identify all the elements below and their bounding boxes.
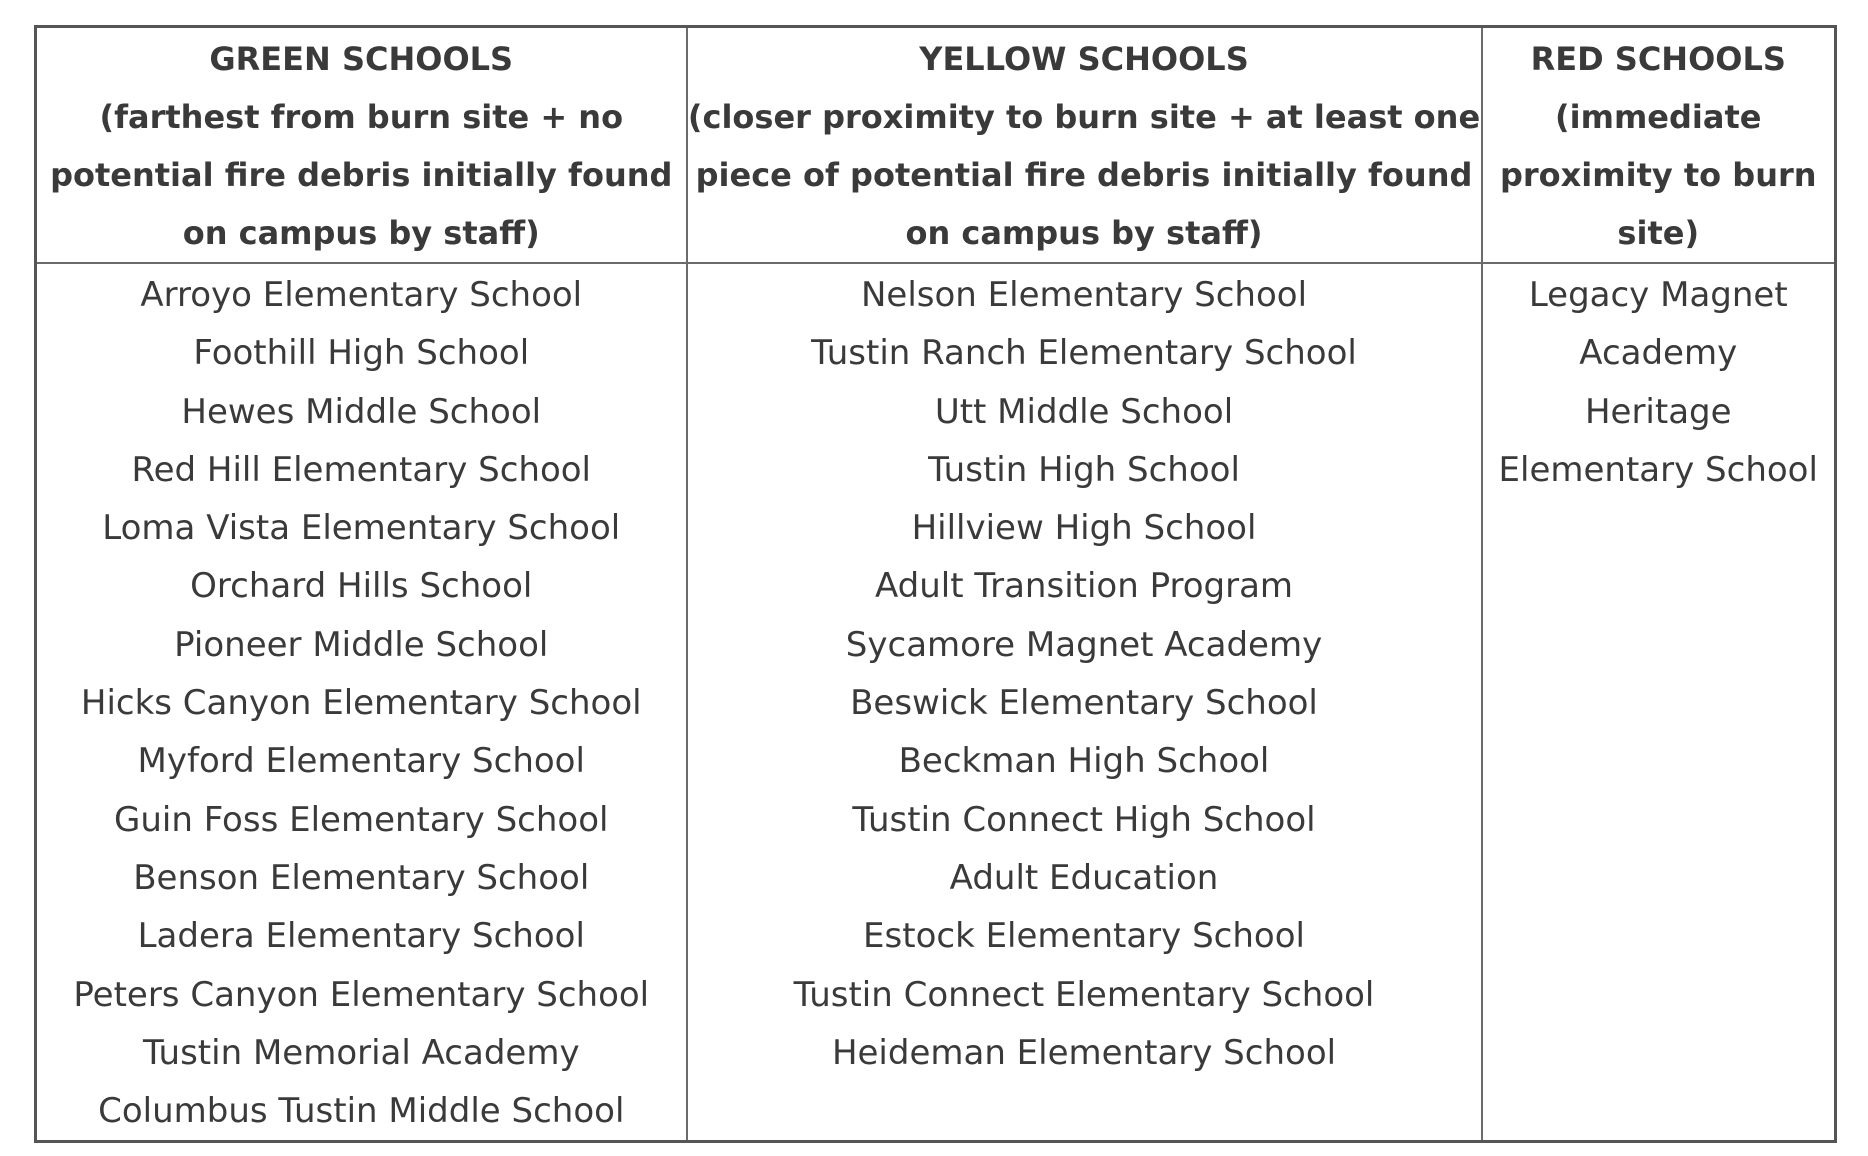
school-list-item: Arroyo Elementary School <box>140 275 583 315</box>
school-list-item: Tustin Connect Elementary School <box>793 974 1375 1015</box>
yellow-schools-title: YELLOW SCHOOLS <box>919 40 1249 78</box>
school-list-item: Tustin High School <box>928 449 1240 490</box>
header-row <box>36 27 1836 264</box>
school-list-item: Nelson Elementary School <box>860 275 1308 315</box>
school-list-item: Pioneer Middle School <box>174 624 549 665</box>
school-list-item: Hicks Canyon Elementary School <box>80 683 642 724</box>
yellow-schools-list <box>687 263 1482 1142</box>
school-list-item: Tustin Connect High School <box>852 799 1316 840</box>
school-list-item: Hillview High School <box>911 508 1257 549</box>
yellow-schools-description: (closer proximity to burn site + at least one piece of potential fire debris initially found on campus by staff) <box>687 98 1481 252</box>
school-list-item: Heideman Elementary School <box>831 1032 1337 1073</box>
school-list-item: Heritage Elementary School <box>1498 391 1818 490</box>
school-list-item: Red Hill Elementary School <box>131 449 591 490</box>
school-list-item: Tustin Memorial Academy <box>142 1032 580 1073</box>
school-list-item: Columbus Tustin Middle School <box>98 1091 625 1132</box>
school-list-item: Beswick Elementary School <box>850 683 1318 724</box>
school-list-item: Foothill High School <box>193 333 530 374</box>
green-schools-list <box>36 263 687 1142</box>
green-schools-title: GREEN SCHOOLS <box>209 40 514 78</box>
school-list-item: Adult Transition Program <box>874 566 1294 607</box>
red-schools-list <box>1482 263 1836 1142</box>
school-list-item: Legacy Magnet Academy <box>1528 275 1788 374</box>
school-list-item: Orchard Hills School <box>190 566 533 607</box>
schools-row <box>36 263 1836 1142</box>
red-schools-description: (immediate proximity to burn site) <box>1499 98 1817 252</box>
school-list-item: Hewes Middle School <box>181 391 542 432</box>
school-list-item: Guin Foss Elementary School <box>114 799 609 840</box>
school-list-item: Loma Vista Elementary School <box>102 508 621 549</box>
school-list-item: Sycamore Magnet Academy <box>845 624 1323 665</box>
school-list-item: Adult Education <box>949 857 1219 898</box>
school-list-item: Tustin Ranch Elementary School <box>811 333 1357 374</box>
green-schools-description: (farthest from burn site + no potential fire debris initially found on campus by staff) <box>50 98 673 252</box>
school-list-item: Utt Middle School <box>934 391 1234 432</box>
school-list-item: Myford Elementary School <box>137 741 585 782</box>
green-schools-header <box>36 27 687 264</box>
school-list-item: Beckman High School <box>898 741 1270 782</box>
school-list-item: Estock Elementary School <box>863 916 1305 957</box>
school-list-item: Benson Elementary School <box>133 857 590 898</box>
red-schools-title: RED SCHOOLS <box>1530 40 1786 78</box>
red-schools-header <box>1482 27 1836 264</box>
schools-table <box>34 25 1837 1143</box>
yellow-schools-header <box>687 27 1482 264</box>
school-list-item: Peters Canyon Elementary School <box>73 974 650 1015</box>
school-list-item: Ladera Elementary School <box>137 916 585 957</box>
